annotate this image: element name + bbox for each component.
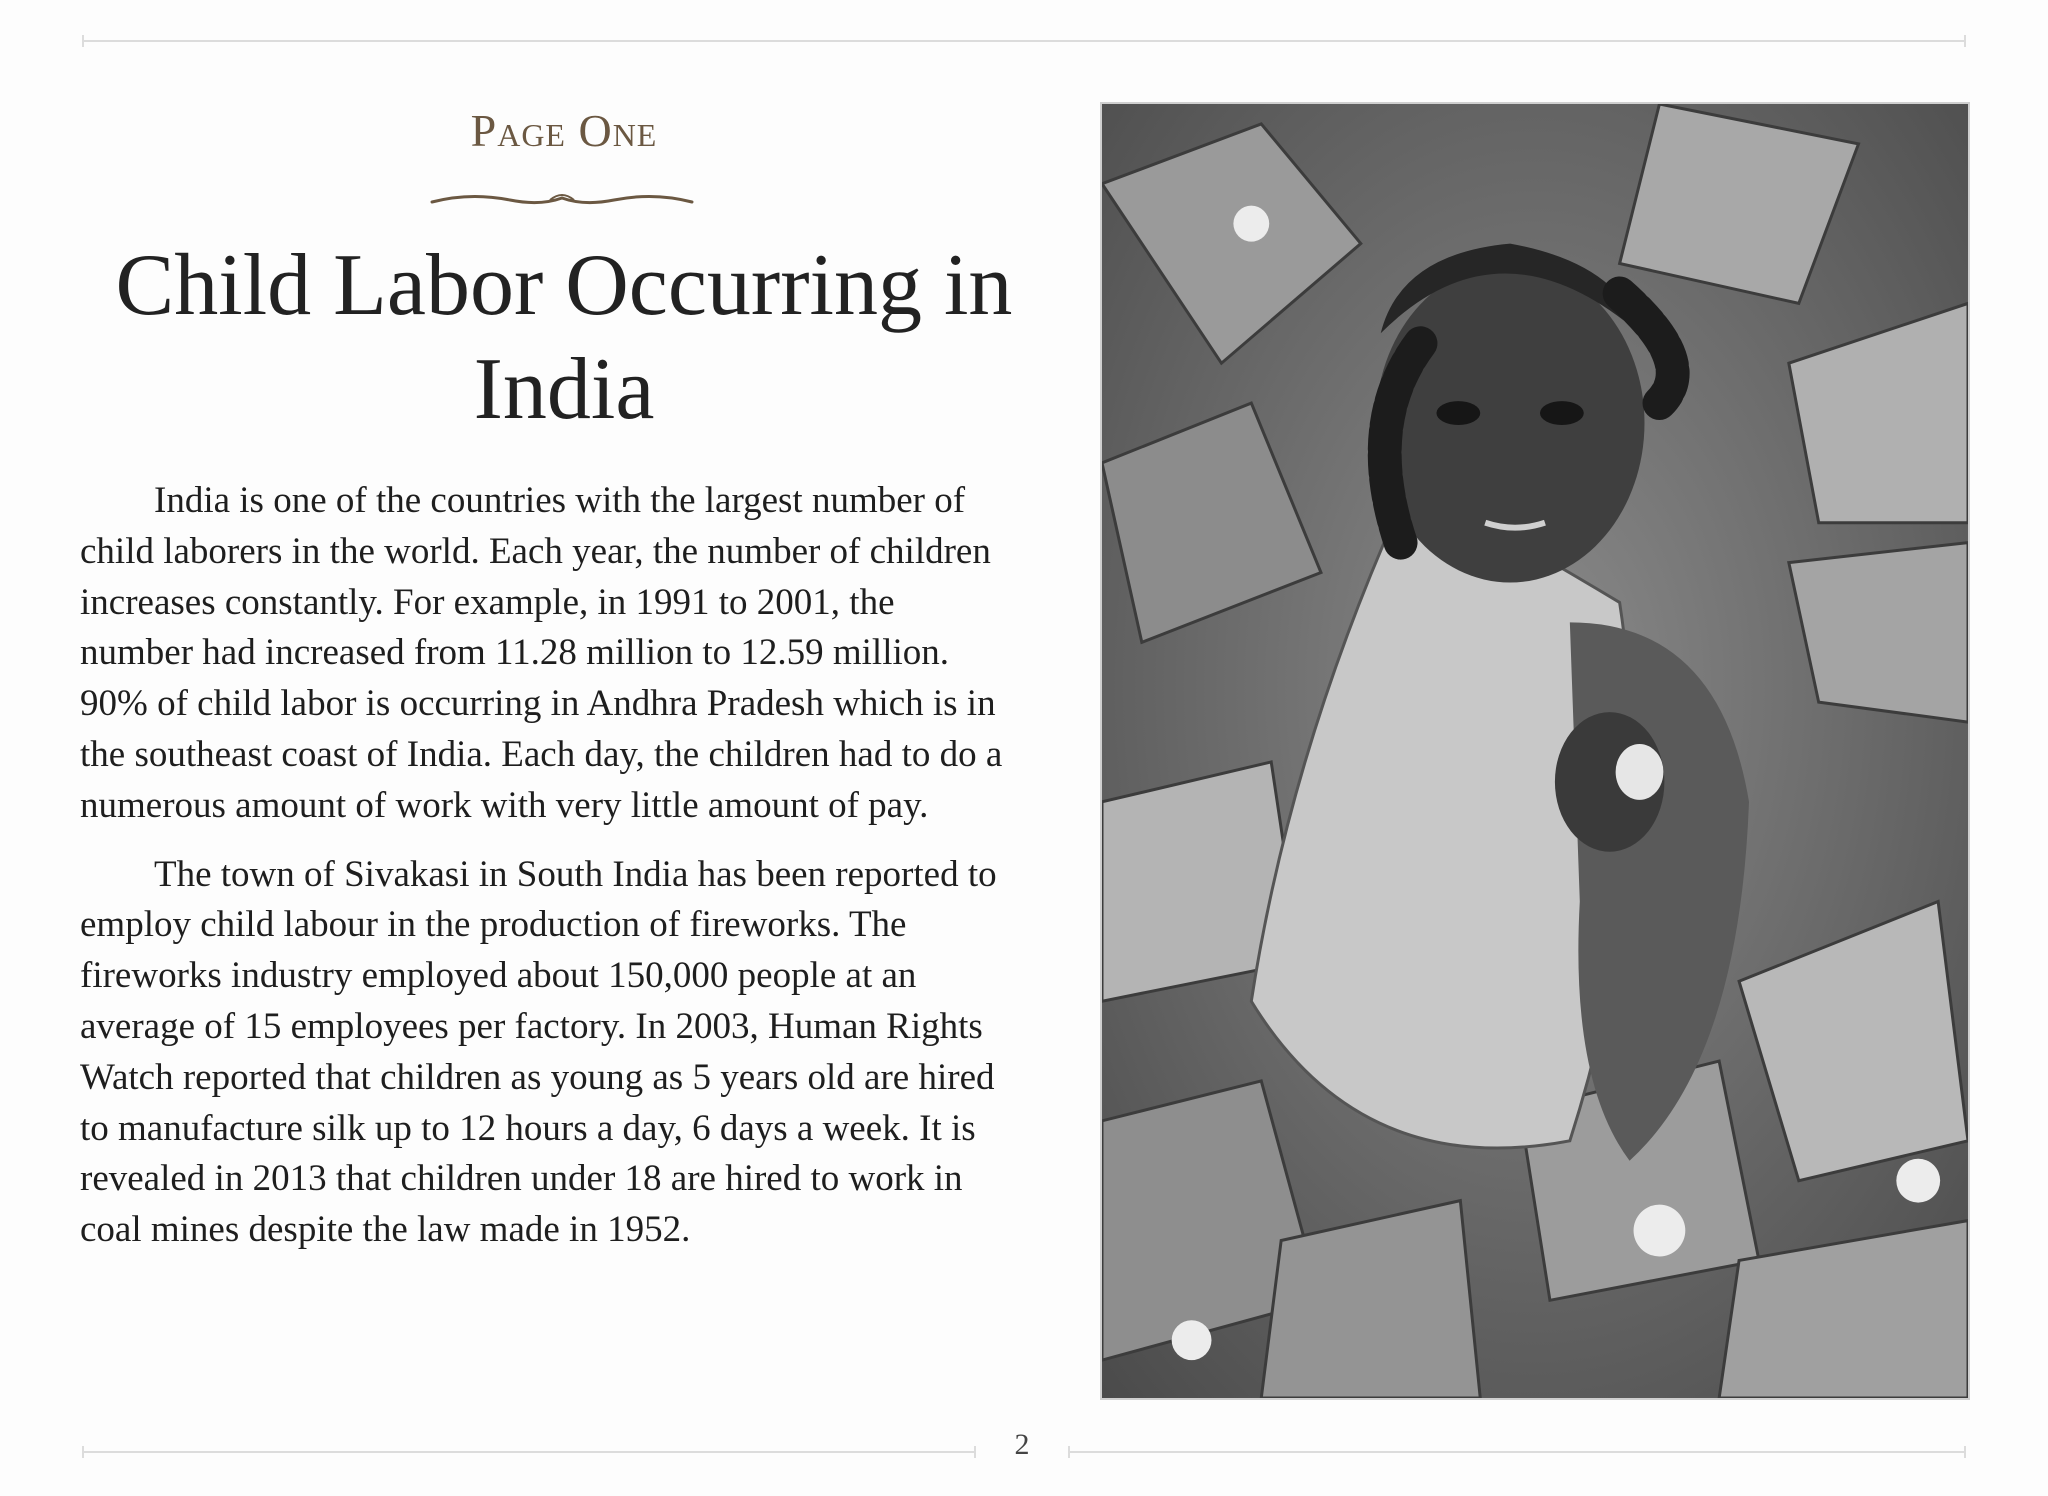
paragraph: The town of Sivakasi in South India has been reported to employ child labour in the production of fireworks. The fireworks industry employed about 150,000 people at an average of 15 employees per factory. In 2003, Human Rights Watch reported that children as young as 5 years old are hired to manufacture silk up to 12 hours a day, 6 days a week. It is revealed in 2013 that children under 18 are hired to work in coal mines despite the law made in 1952. [80,853,997,1251]
page-title: Child Labor Occurring in India [115,237,1013,438]
flourish-ornament [430,188,694,216]
bottom-rule-left [82,1451,976,1453]
girl-in-cotton-field-photo [1100,102,1970,1400]
section-kicker: Page One [470,105,658,156]
paragraph: India is one of the countries with the largest number of child laborers in the world. Each year, the number of children increases constantly. For example, in 1991 to 2001, the number had increased from 11.28 million to 12.59 million. 90% of child labor is occurring in Andhra Pradesh which is in the southeast coast of India. Each day, the children had to do a numerous amount of work with very little amount of pay. [80,480,1003,826]
article-body [80,476,1010,1256]
face [1376,264,1645,583]
page-number: 2 [1014,1428,1030,1461]
top-rule [82,40,1966,42]
bottom-rule-right [1068,1451,1966,1453]
